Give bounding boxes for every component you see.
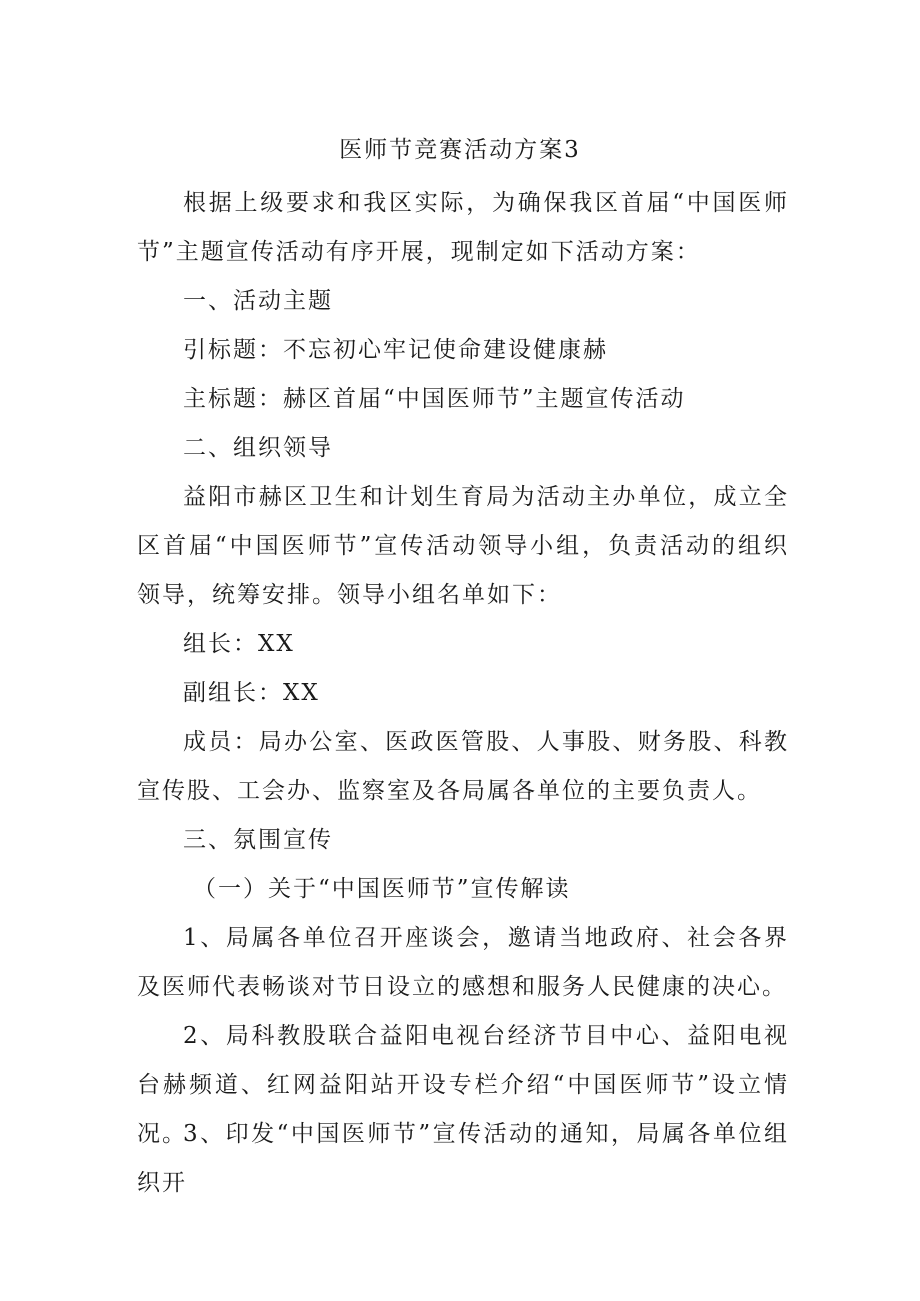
paragraph-text: 一、活动主题 <box>183 288 333 314</box>
paragraph-text: 副组长：XX <box>183 680 320 706</box>
paragraph-leader <box>137 620 789 669</box>
paragraph-members <box>137 718 789 816</box>
paragraph-text: 根据上级要求和我区实际，为确保我区首届“中国医师节”主题宣传活动有序开展，现制定如下活动方案： <box>137 190 789 265</box>
paragraph-text: 组长：XX <box>183 631 295 657</box>
paragraph-text: 成员：局办公室、医政医管股、人事股、财务股、科教宣传股、工会办、监察室及各局属各单位的主要负责人。 <box>137 729 789 804</box>
section-heading-organization <box>137 424 789 473</box>
paragraph-main-title <box>137 375 789 424</box>
paragraph-text: 2、局科教股联合益阳电视台经济节目中心、益阳电视台赫频道、红网益阳站开设专栏介绍“中国医师节”设立情况。 <box>137 1023 789 1147</box>
section-heading-theme <box>137 277 789 326</box>
paragraph-item-3 <box>137 1110 789 1208</box>
paragraph-intro <box>137 179 789 277</box>
paragraph-item-1 <box>137 914 789 1012</box>
paragraph-deputy-leader <box>137 669 789 718</box>
paragraph-text: 1、局属各单位召开座谈会，邀请当地政府、社会各界及医师代表畅谈对节日设立的感想和服务人民健康的决心。 <box>137 925 789 1000</box>
paragraph-text: （一）关于“中国医师节”宣传解读 <box>193 876 571 902</box>
section-heading-publicity <box>137 816 789 865</box>
paragraph-text: 主标题：赫区首届“中国医师节”主题宣传活动 <box>183 386 686 412</box>
paragraph-lead-title <box>137 326 789 375</box>
paragraph-text: 引标题：不忘初心牢记使命建设健康赫 <box>183 337 608 363</box>
paragraph-text: 益阳市赫区卫生和计划生育局为活动主办单位，成立全区首届“中国医师节”宣传活动领导小组，负责活动的组织领导，统筹安排。领导小组名单如下： <box>137 484 789 608</box>
paragraph-text: 3、印发“中国医师节”宣传活动的通知，局属各单位组织开 <box>137 1121 789 1196</box>
subsection-heading-interpretation <box>137 865 789 914</box>
paragraph-text: 三、氛围宣传 <box>183 827 333 853</box>
paragraph-organizer <box>137 473 789 620</box>
document-title: 医师节竞赛活动方案3 <box>339 137 581 163</box>
paragraph-text: 二、组织领导 <box>183 435 333 461</box>
